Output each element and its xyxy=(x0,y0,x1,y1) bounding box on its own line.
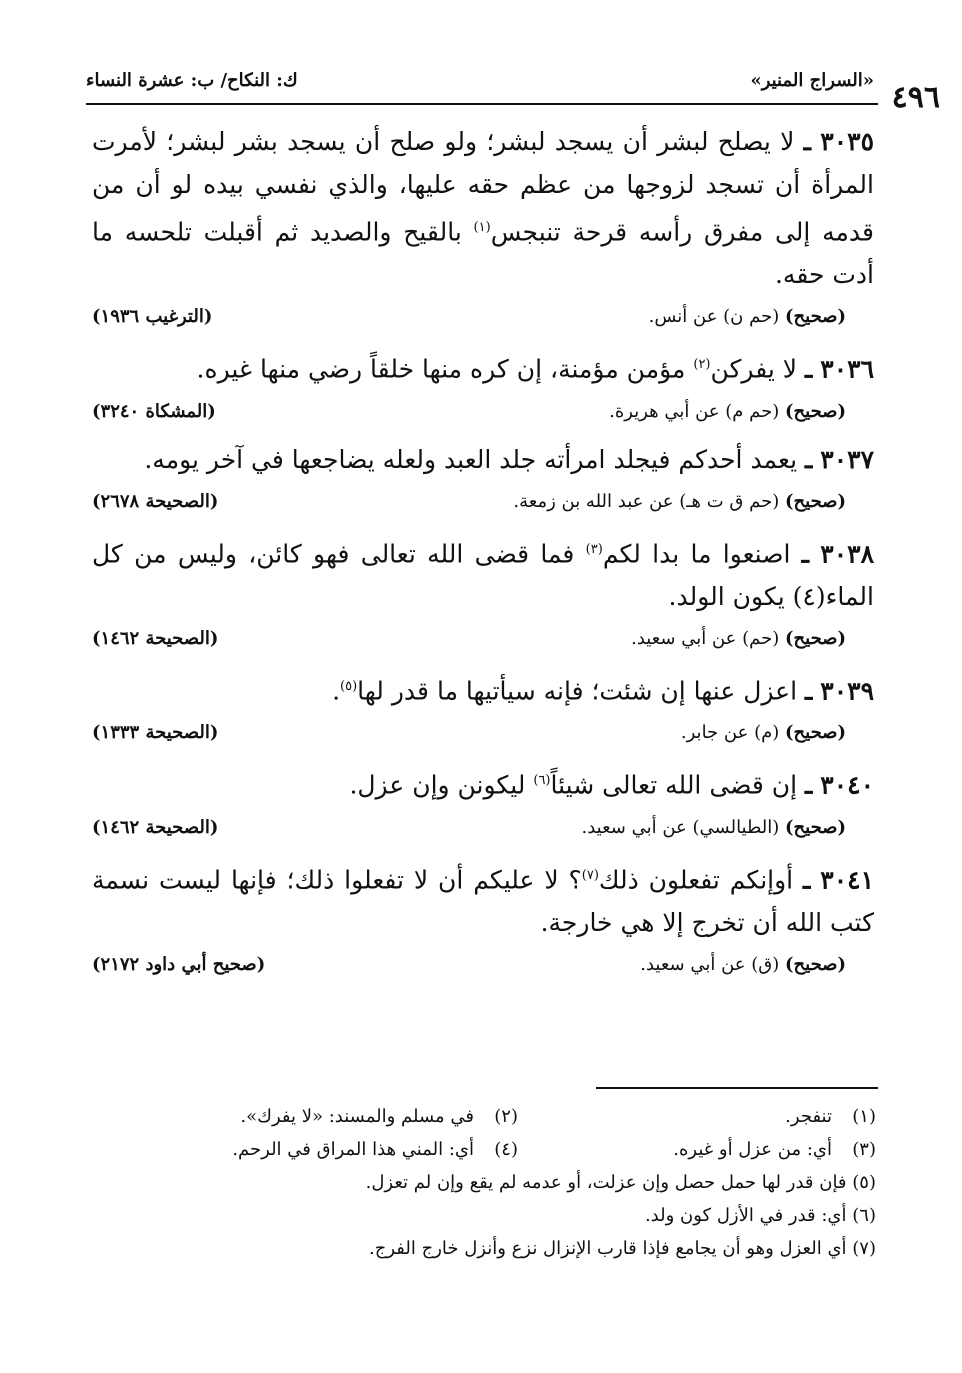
hadith-body: اصنعوا ما بدا لكم xyxy=(602,538,791,568)
hadith-entry xyxy=(92,343,874,421)
footnote-number: (٢) xyxy=(494,1106,518,1127)
source-text: (م) عن جابر. xyxy=(680,722,780,744)
hadith-text: ٣٠٣٦ ـ لا يفركن$^{(٢)}$ مؤمن مؤمنة، إن كره منها خلقاً رضي منها غيره. xyxy=(196,354,874,384)
reference: (الصحيحة ٢٦٧٨) xyxy=(92,490,219,512)
source-text: (ق) عن أبي سعيد. xyxy=(640,953,780,975)
hadith-body-cont: فما قضى الله تعالى فهو كائن، وليس من كل الماء(٤) يكون الولد. xyxy=(92,538,874,611)
footnote-number: (٥) xyxy=(852,1172,876,1193)
footnote-number: (٤) xyxy=(494,1139,518,1160)
source-text: (حم ن) عن أنس. xyxy=(648,306,780,328)
footnote-item xyxy=(518,1133,876,1166)
grade-label: (صحيح) xyxy=(785,400,846,422)
hadith-body: اعزل عنها إن شئت؛ فإنه سيأتيها ما قدر لها xyxy=(357,676,798,706)
grade-label: (صحيح) xyxy=(785,490,846,512)
footnote-item xyxy=(160,1232,876,1265)
footnote-number: (١) xyxy=(852,1106,876,1127)
reference: (الصحيحة ١٣٣٣) xyxy=(92,722,219,744)
reference: (صحيح أبي داود ٢١٧٢) xyxy=(92,953,266,975)
hadith-source xyxy=(92,401,846,422)
chapter-title: ك: النكاح/ ب: عشرة النساء xyxy=(86,70,298,91)
reference: (الترغيب ١٩٣٦) xyxy=(92,306,213,328)
grade-label: (صحيح) xyxy=(785,722,846,744)
reference: (المشكاة ٣٢٤٠) xyxy=(92,400,216,422)
grade-label: (صحيح) xyxy=(785,953,846,975)
footnotes xyxy=(160,1100,876,1265)
footnote-ref: (٦) xyxy=(533,773,551,789)
hadith-text: ٣٠٣٩ ـ اعزل عنها إن شئت؛ فإنه سيأتيها ما قدر لها$^{(٥)}$. xyxy=(332,676,874,706)
footnote-text: أي العزل وهو أن يجامع فإذا قارب الإنزال نزع وأنزل خارج الفرج. xyxy=(368,1238,847,1259)
hadith-entry xyxy=(92,665,874,743)
hadith-body-cont: بالقيح والصديد ثم أقبلت تلحسه ما أدت حقه. xyxy=(92,217,874,290)
hadith-entry xyxy=(92,120,874,327)
running-title: «السراج المنير» xyxy=(750,70,874,91)
hadith-source xyxy=(92,491,846,512)
grade-label: (صحيح) xyxy=(785,306,846,328)
hadith-source xyxy=(92,722,846,743)
footnote-ref: (٣) xyxy=(585,541,603,557)
footnote-rule xyxy=(596,1087,878,1089)
footnote-text: أي: من عزل أو غيره. xyxy=(673,1139,832,1160)
footnote-text: أي: المني هذا المراق في الرحم. xyxy=(232,1139,474,1160)
hadith-text: ٣٠٣٨ ـ اصنعوا ما بدا لكم$^{(٣)}$ فما قضى الله تعالى فهو كائن، وليس من كل الماء(٤) يكون الولد. xyxy=(92,538,874,611)
footnote-row xyxy=(160,1133,876,1166)
hadith-text: ٣٠٤١ ـ أوإنكم تفعلون ذلك$^{(٧)}$؟ لا عليكم أن لا تفعلوا ذلك؛ فإنها ليست نسمة كتب الله أن تخرج إلا هي خارجة. xyxy=(92,864,874,937)
footnote-number: (٧) xyxy=(852,1238,876,1259)
hadith-number: ٣٠٣٨ xyxy=(820,538,874,568)
hadith-number: ٣٠٣٧ xyxy=(820,444,874,474)
footnote-text: في مسلم والمسند: «لا يفرك». xyxy=(240,1106,474,1127)
footnote-item xyxy=(518,1100,876,1133)
hadith-entry xyxy=(92,438,874,512)
hadith-number: ٣٠٣٩ xyxy=(820,676,874,706)
hadith-body-cont: ؟ لا عليكم أن لا تفعلوا ذلك؛ فإنها ليست نسمة كتب الله أن تخرج إلا هي خارجة. xyxy=(92,864,874,937)
hadith-list xyxy=(92,120,874,991)
hadith-number: ٣٠٤١ xyxy=(820,864,874,894)
footnote-number: (٣) xyxy=(852,1139,876,1160)
hadith-text: ٣٠٣٥ ـ لا يصلح لبشر أن يسجد لبشر؛ ولو صلح أن يسجد بشر لبشر؛ لأمرت المرأة أن تسجد لزوجها من عظم حقه عليها، والذي نفسي بيده لو أن من قدمه إلى مفرق رأسه قرحة تنبجس$^{(١)}$ بالقيح والصديد ثم أقبلت تلحسه ما أدت حقه. xyxy=(92,127,875,290)
hadith-number: ٣٠٣٥ xyxy=(820,127,874,156)
hadith-entry xyxy=(92,854,874,975)
hadith-body: لا يفركن xyxy=(710,354,798,384)
footnote-ref: (١) xyxy=(473,220,491,235)
hadith-text: ٣٠٤٠ ـ إن قضى الله تعالى شيئاً$^{(٦)}$ ليكونن وإن عزل. xyxy=(349,770,874,800)
grade-label: (صحيح) xyxy=(785,816,846,838)
hadith-body: لا يصلح لبشر أن يسجد لبشر؛ ولو صلح أن يسجد بشر لبشر؛ لأمرت المرأة أن تسجد لزوجها من عظم حقه عليها، والذي نفسي بيده لو أن من قدمه إلى مفرق رأسه قرحة تنبجس xyxy=(92,127,875,247)
hadith-source xyxy=(92,628,846,649)
hadith-source xyxy=(92,954,846,975)
footnote-item xyxy=(160,1166,876,1199)
hadith-text: ٣٠٣٧ ـ يعمد أحدكم فيجلد امرأته جلد العبد ولعله يضاجعها في آخر يومه. xyxy=(144,444,874,474)
footnote-text: أي: قدر في الأزل كون ولد. xyxy=(644,1205,847,1226)
footnote-item xyxy=(160,1199,876,1232)
footnote-text: فإن قدر لها حمل حصل وإن عزلت، أو عدمه لم يقع وإن لم تعزل. xyxy=(365,1172,847,1193)
grade-label: (صحيح) xyxy=(785,627,846,649)
hadith-number: ٣٠٣٦ xyxy=(820,354,874,384)
hadith-number: ٣٠٤٠ xyxy=(820,770,874,800)
reference: (الصحيحة ١٤٦٢) xyxy=(92,816,219,838)
footnote-number: (٦) xyxy=(852,1205,876,1226)
hadith-entry xyxy=(92,528,874,649)
footnote-item xyxy=(160,1133,518,1166)
footnote-text: تنفجر. xyxy=(785,1106,832,1127)
source-text: (الطيالسي) عن أبي سعيد. xyxy=(581,816,780,838)
page-header xyxy=(86,62,940,115)
hadith-body-cont: ليكونن وإن عزل. xyxy=(349,770,534,800)
hadith-body-cont: . xyxy=(332,676,341,706)
footnote-ref: (٥) xyxy=(340,678,358,694)
hadith-body: أوإنكم تفعلون ذلك xyxy=(598,864,794,894)
hadith-body: إن قضى الله تعالى شيئاً xyxy=(550,770,798,800)
source-text: (حم) عن أبي سعيد. xyxy=(631,627,780,649)
hadith-body: يعمد أحدكم فيجلد امرأته جلد العبد ولعله يضاجعها في آخر يومه. xyxy=(144,444,798,474)
footnote-ref: (٧) xyxy=(581,867,599,883)
source-text: (حم ق ت هـ) عن عبد الله بن زمعة. xyxy=(513,490,780,512)
hadith-body-cont: مؤمن مؤمنة، إن كره منها خلقاً رضي منها غيره. xyxy=(196,354,694,384)
footnote-row xyxy=(160,1100,876,1133)
hadith-entry xyxy=(92,759,874,837)
header-rule xyxy=(86,103,878,105)
footnote-item xyxy=(160,1100,518,1133)
footnote-ref: (٢) xyxy=(693,357,711,373)
source-text: (حم م) عن أبي هريرة. xyxy=(609,400,780,422)
hadith-source xyxy=(92,817,846,838)
hadith-source xyxy=(92,306,846,327)
page-number: ٤٩٦ xyxy=(891,80,940,115)
reference: (الصحيحة ١٤٦٢) xyxy=(92,627,219,649)
